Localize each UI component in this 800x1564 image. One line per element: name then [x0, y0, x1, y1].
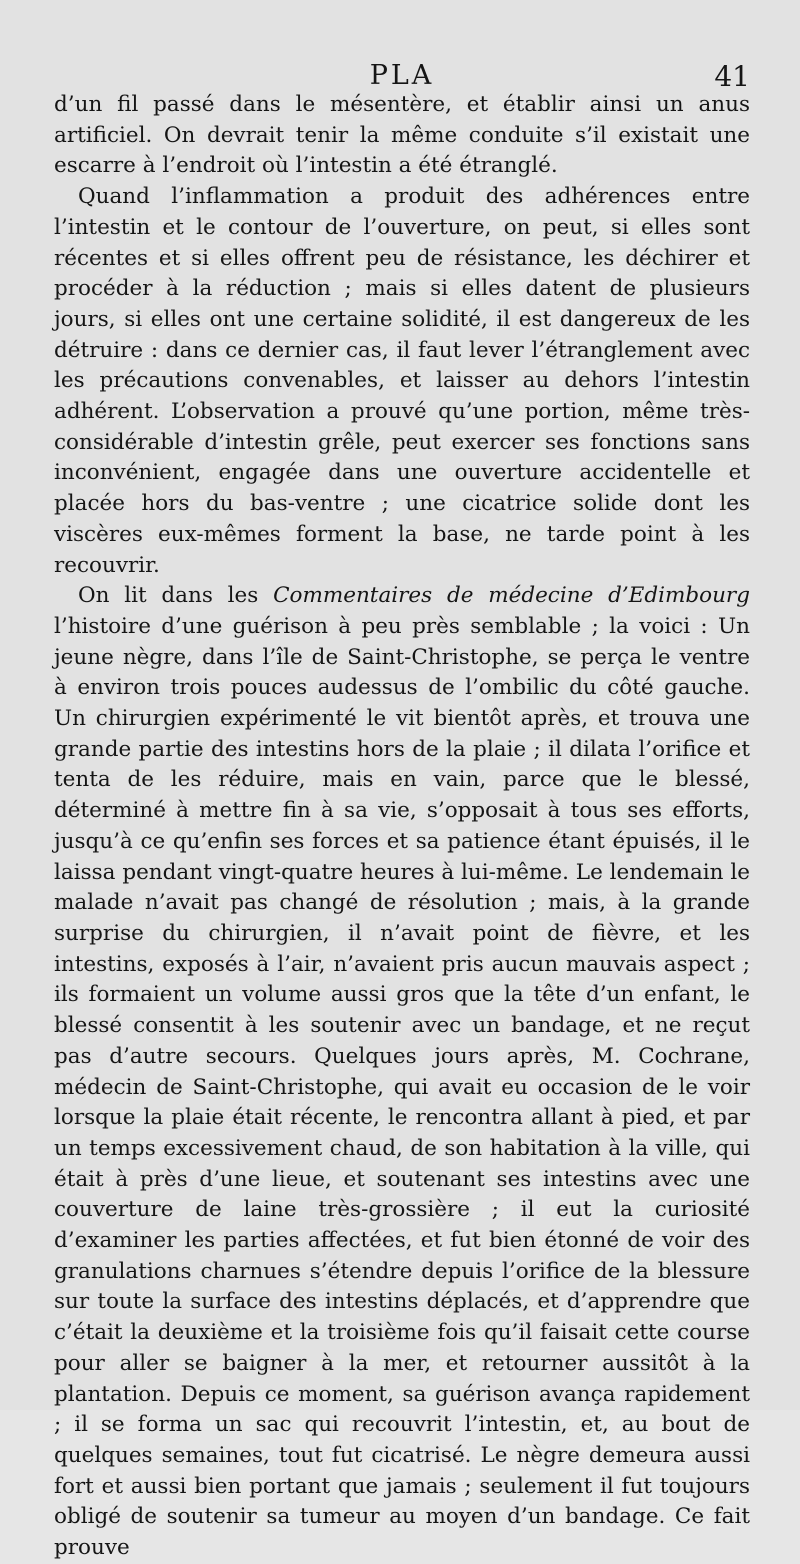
paragraph-continuation: d’un fil passé dans le mésentère, et établir ainsi un anus artificiel. On devrait tenir la même conduite s’il existait une escarre à l’endroit où l’intestin a été étranglé.	[54, 92, 750, 179]
body-text	[54, 90, 750, 1564]
paragraph-case-history	[54, 581, 750, 1564]
running-head	[54, 60, 750, 94]
paragraph-adhesions: Quand l’inflammation a produit des adhérences entre l’intestin et le contour de l’ouverture, on peut, si elles sont récentes et si elles offrent peu de résistance, les déchirer et procéder à la réduction ; mais si elles datent de plusieurs jours, si elles ont une certaine solidité, il est dangereux de les détruire : dans ce dernier cas, il faut lever l’étranglement avec les précautions convenables, et laisser au dehors l’intestin adhérent. L’observation a prouvé qu’une portion, même très-considérable d’intestin grêle, peut exercer ses fonctions sans inconvénient, engagée dans une ouverture accidentelle et placée hors du bas-ventre ; une cicatrice solide dont les viscères eux-mêmes forment la base, ne tarde point à les recouvrir.	[54, 184, 750, 578]
page-number: 41	[714, 60, 750, 93]
paragraph-case-history-start: On lit dans les	[78, 583, 274, 609]
running-title: PLA	[369, 60, 435, 91]
journal-title: Commentaires de médecine d’Edimbourg	[273, 583, 750, 609]
paragraph-case-history-rest: l’histoire d’une guérison à peu près semblable ; la voici : Un jeune nègre, dans l’île de Saint-Christophe, se perça le ventre à environ trois pouces audessus de l’ombilic du côté gauche. Un chirurgien expérimenté le vit bientôt après, et trouva une grande partie des intestins hors de la plaie ; il dilata l’orifice et tenta de les réduire, mais en vain, parce que le blessé, déterminé à mettre fin à sa vie, s’opposait à tous ses efforts, jusqu’à ce qu’enfin ses forces et sa patience étant épuisés, il le laissa pendant vingt-quatre heures à lui-même. Le lendemain le malade n’avait pas changé de résolution ; mais, à la grande surprise du chirurgien, il n’avait point de fièvre, et les intestins, exposés à l’air, n’avaient pris aucun mauvais aspect ; ils formaient un volume aussi gros que la tête d’un enfant, le blessé consentit à les soutenir avec un bandage, et ne reçut pas d’autre secours. Quelques jours après, M. Cochrane, médecin de Saint-Christophe, qui avait eu occasion de le voir lorsque la plaie était récente, le rencontra allant à pied, et par un temps excessivement chaud, de son habitation à la ville, qui était à près d’une lieue, et soutenant ses intestins avec une couverture de laine très-grossière ; il eut la curiosité d’examiner les parties affectées, et fut bien étonné de voir des granulations charnues s’étendre depuis l’orifice de la blessure sur toute la surface des intestins déplacés, et d’apprendre que c’était la deuxième et la troisième fois qu’il faisait cette course pour aller se baigner à la mer, et retourner aussitôt à la plantation. Depuis ce moment, sa guérison avança rapidement ; il se forma un sac qui recouvrit l’intestin, et, au bout de quelques semaines, tout fut cicatrisé. Le nègre demeura aussi fort et aussi bien portant que jamais ; seulement il fut toujours obligé de soutenir sa tumeur au moyen d’un bandage. Ce fait prouve	[54, 613, 750, 1561]
